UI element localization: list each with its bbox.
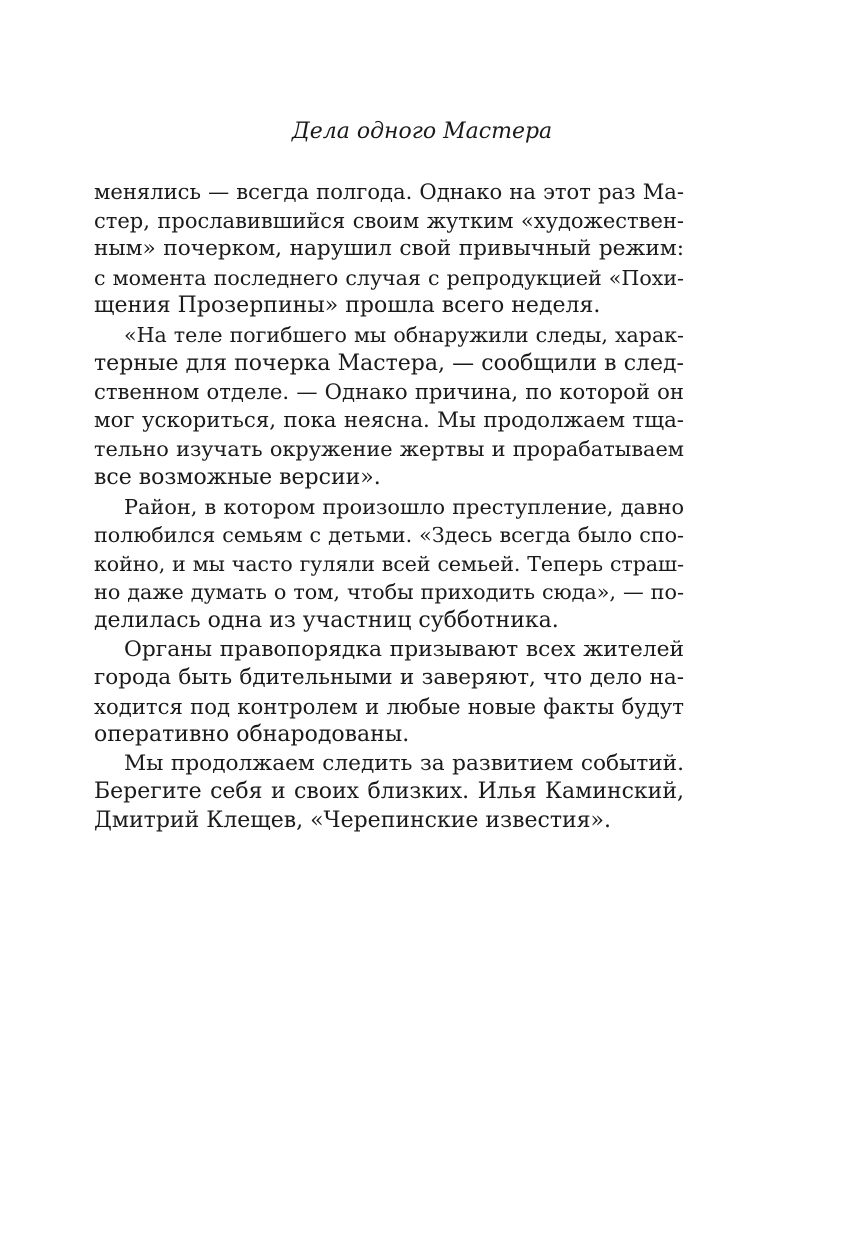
running-head: Дела одного Мастера <box>291 119 553 144</box>
text-line: Берегите себя и своих близких. Илья Каминский, <box>94 779 684 805</box>
paragraph <box>94 750 684 836</box>
text-line: делилась одна из участниц субботника. <box>94 607 559 633</box>
text-line: но даже думать о том, чтобы приходить сюда», — по- <box>94 580 684 605</box>
text-line: полюбился семьям с детьми. «Здесь всегда было спо- <box>94 523 684 548</box>
text-line: Район, в котором произошло преступление, давно <box>124 494 684 519</box>
paragraph <box>94 178 684 321</box>
text-line: Органы правопорядка призывают всех жителей <box>124 636 684 662</box>
paragraph <box>94 636 684 750</box>
text-line: стер, прославившийся своим жутким «художествен- <box>94 208 684 233</box>
text-line: ходится под контролем и любые новые факты будут <box>94 693 684 719</box>
text-line: тельно изучать окружение жертвы и прорабатываем <box>94 437 684 462</box>
text-line: все возможные версии». <box>94 464 381 490</box>
text-line: оперативно обнародованы. <box>94 722 410 748</box>
text-line: терные для почерка Мастера, — сообщили в след- <box>94 350 684 376</box>
text-line: ным» почерком, нарушил свой привычный режим: <box>94 236 684 262</box>
text-line: Дмитрий Клещев, «Черепинские известия». <box>94 808 611 834</box>
text-line: с момента последнего случая с репродукцией «Похи- <box>94 265 684 290</box>
text-line: койно, и мы часто гуляли всей семьей. Теперь страш- <box>94 551 684 576</box>
text-line: города быть бдительными и заверяют, что дело на- <box>94 665 684 691</box>
text-line: ственном отделе. — Однако причина, по которой он <box>94 379 684 405</box>
body-text <box>94 178 684 836</box>
paragraph <box>94 321 684 493</box>
paragraph <box>94 493 684 636</box>
text-line: мог ускориться, пока неясна. Мы продолжаем тща- <box>94 407 684 433</box>
text-line: Мы продолжаем следить за развитием событий. <box>124 750 684 776</box>
text-line: «На теле погибшего мы обнаружили следы, харак- <box>124 322 684 347</box>
text-line: щения Прозерпины» прошла всего неделя. <box>94 293 601 319</box>
text-line: менялись — всегда полгода. Однако на этот раз Ма- <box>94 179 684 204</box>
